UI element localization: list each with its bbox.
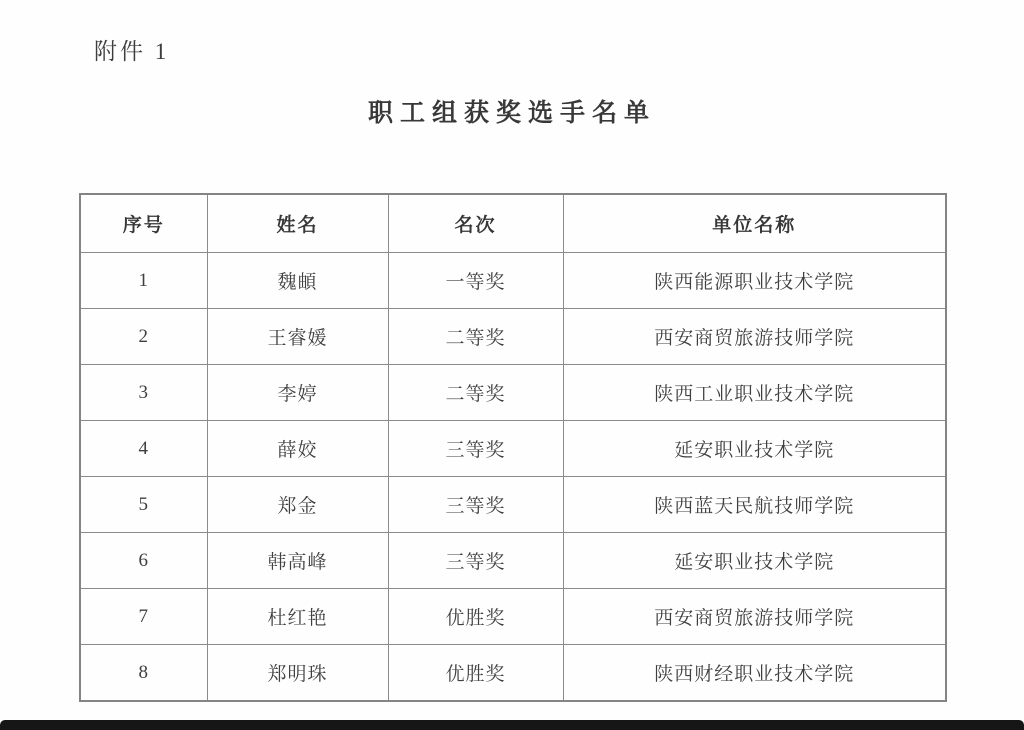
table-row	[80, 645, 946, 702]
cell-rank: 二等奖	[388, 365, 563, 421]
cell-name: 郑金	[207, 477, 388, 533]
table-row	[80, 421, 946, 477]
cell-no: 3	[80, 365, 207, 421]
cell-unit: 西安商贸旅游技师学院	[563, 309, 946, 365]
attachment-label: 附件 1	[94, 39, 170, 64]
table-row	[80, 253, 946, 309]
cell-rank: 一等奖	[388, 253, 563, 309]
header-unit: 单位名称	[563, 194, 946, 253]
table-row	[80, 309, 946, 365]
cell-no: 4	[80, 421, 207, 477]
cell-no: 6	[80, 533, 207, 589]
cell-rank: 三等奖	[388, 477, 563, 533]
page-title: 职工组获奖选手名单	[367, 100, 656, 127]
table-row	[80, 477, 946, 533]
cell-unit: 延安职业技术学院	[563, 533, 946, 589]
cell-name: 杜红艳	[207, 589, 388, 645]
cell-unit: 陕西蓝天民航技师学院	[563, 477, 946, 533]
cell-no: 1	[80, 253, 207, 309]
cell-no: 2	[80, 309, 207, 365]
cell-unit: 陕西工业职业技术学院	[563, 365, 946, 421]
cell-rank: 二等奖	[388, 309, 563, 365]
cell-rank: 优胜奖	[388, 645, 563, 702]
table-row	[80, 365, 946, 421]
cell-unit: 陕西财经职业技术学院	[563, 645, 946, 702]
cell-name: 薛姣	[207, 421, 388, 477]
cell-unit: 延安职业技术学院	[563, 421, 946, 477]
bottom-edge-bar	[0, 720, 1024, 730]
cell-no: 7	[80, 589, 207, 645]
cell-unit: 西安商贸旅游技师学院	[563, 589, 946, 645]
cell-name: 王睿媛	[207, 309, 388, 365]
winners-table	[79, 193, 947, 702]
header-no: 序号	[80, 194, 207, 253]
cell-name: 韩高峰	[207, 533, 388, 589]
cell-rank: 三等奖	[388, 533, 563, 589]
cell-no: 5	[80, 477, 207, 533]
table-row	[80, 533, 946, 589]
cell-rank: 三等奖	[388, 421, 563, 477]
header-rank: 名次	[388, 194, 563, 253]
table-header-row	[80, 194, 946, 253]
cell-name: 魏頔	[207, 253, 388, 309]
cell-no: 8	[80, 645, 207, 702]
cell-name: 郑明珠	[207, 645, 388, 702]
cell-unit: 陕西能源职业技术学院	[563, 253, 946, 309]
cell-rank: 优胜奖	[388, 589, 563, 645]
cell-name: 李婷	[207, 365, 388, 421]
header-name: 姓名	[207, 194, 388, 253]
table-row	[80, 589, 946, 645]
